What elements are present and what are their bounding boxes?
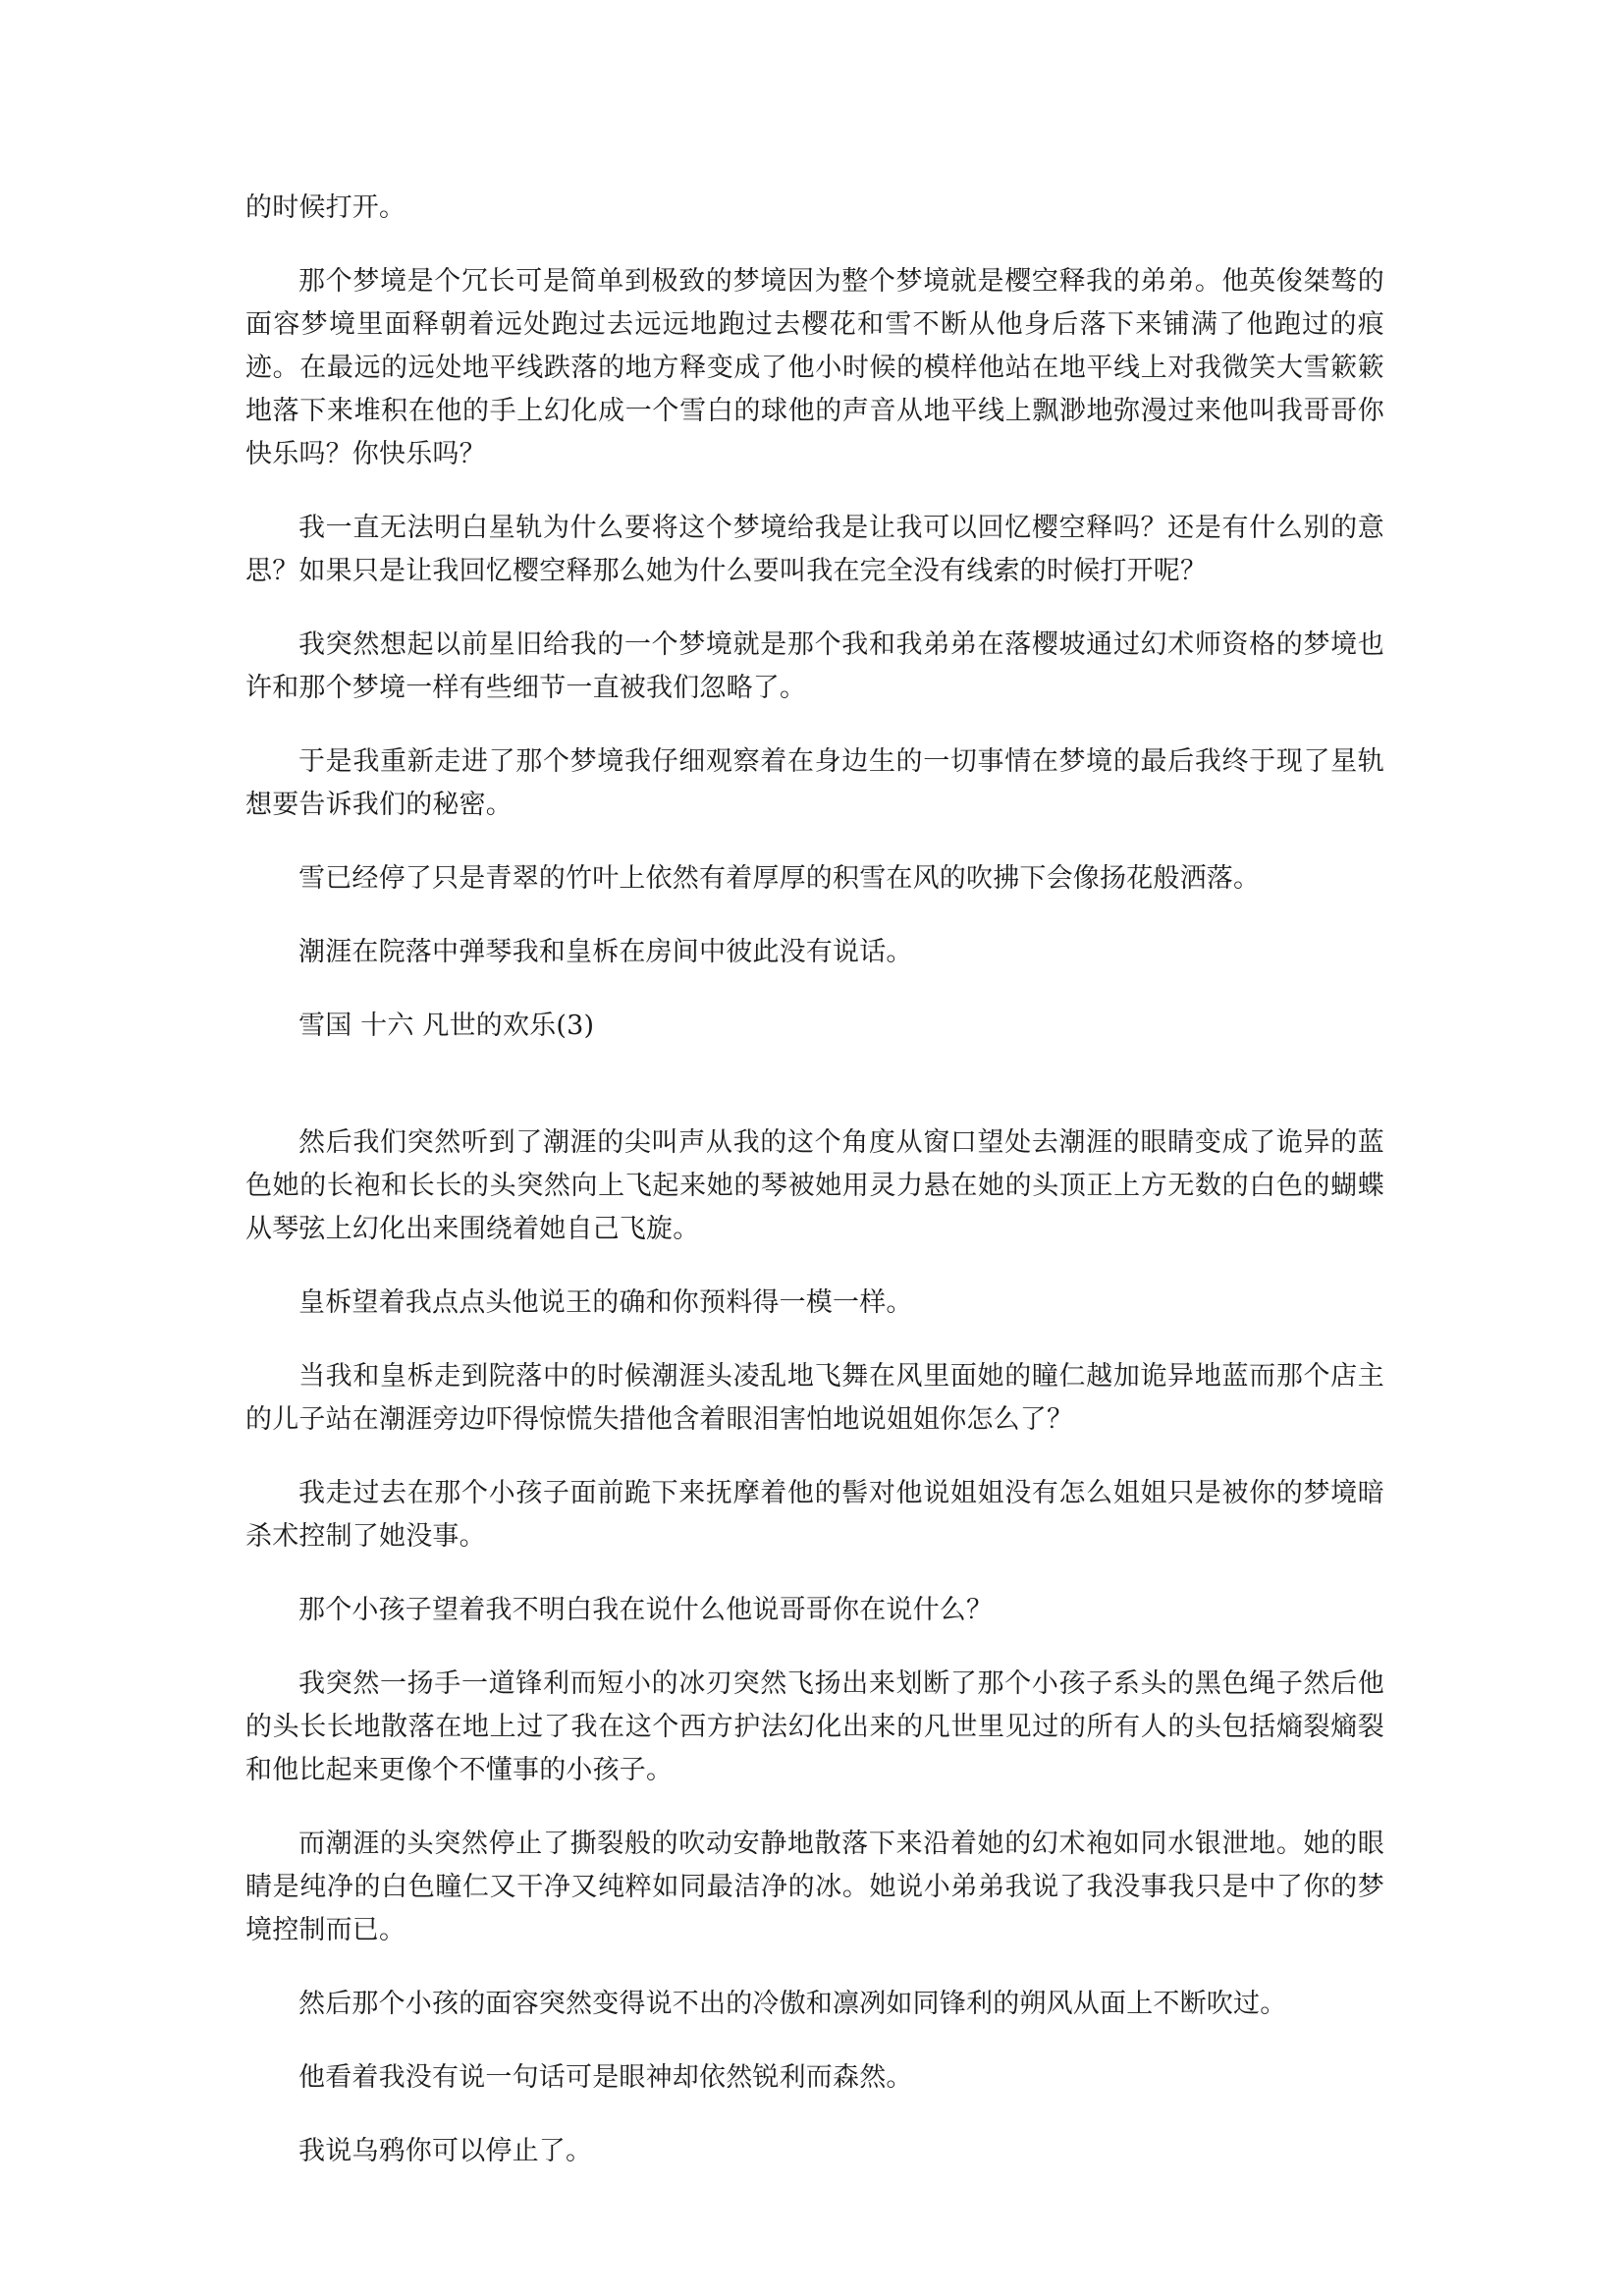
- paragraph: 皇柝望着我点点头他说王的确和你预料得一模一样。: [298, 1287, 913, 1318]
- paragraph: 那个小孩子望着我不明白我在说什么他说哥哥你在说什么？: [298, 1595, 994, 1625]
- paragraph: 我走过去在那个小孩子面前跪下来抚摩着他的髻对他说姐姐没有怎么姐姐只是被你的梦境暗杀术控制了她没事。: [245, 1478, 1384, 1552]
- paragraph: 我突然一扬手一道锋利而短小的冰刃突然飞扬出来划断了那个小孩子系头的黑色绳子然后他的头长长地散落在地上过了我在这个西方护法幻化出来的凡世里见过的所有人的头包括熵裂熵裂和他比起来更像个不懂事的小孩子。: [245, 1668, 1384, 1785]
- paragraph: 那个梦境是个冗长可是简单到极致的梦境因为整个梦境就是樱空释我的弟弟。他英俊桀骜的面容梦境里面释朝着远处跑过去远远地跑过去樱花和雪不断从他身后落下来铺满了他跑过的痕迹。在最远的远处地平线跌落的地方释变成了他小时候的模样他站在地平线上对我微笑大雪簌簌地落下来堆积在他的手上幻化成一个雪白的球他的声音从地平线上飘渺地弥漫过来他叫我哥哥你快乐吗？你快乐吗？: [245, 266, 1384, 469]
- paragraph: 然后我们突然听到了潮涯的尖叫声从我的这个角度从窗口望处去潮涯的眼睛变成了诡异的蓝色她的长袍和长长的头突然向上飞起来她的琴被她用灵力悬在她的头顶正上方无数的白色的蝴蝶从琴弦上幻化出来围绕着她自己飞旋。: [245, 1127, 1384, 1244]
- paragraph: 当我和皇柝走到院落中的时候潮涯头凌乱地飞舞在风里面她的瞳仁越加诡异地蓝而那个店主的儿子站在潮涯旁边吓得惊慌失措他含着眼泪害怕地说姐姐你怎么了？: [245, 1361, 1384, 1435]
- paragraph: 雪已经停了只是青翠的竹叶上依然有着厚厚的积雪在风的吹拂下会像扬花般洒落。: [298, 863, 1261, 894]
- paragraph: 然后那个小孩的面容突然变得说不出的冷傲和凛冽如同锋利的朔风从面上不断吹过。: [298, 1989, 1287, 2019]
- paragraph: 于是我重新走进了那个梦境我仔细观察着在身边生的一切事情在梦境的最后我终于现了星轨想要告诉我们的秘密。: [245, 746, 1384, 820]
- paragraph: 我一直无法明白星轨为什么要将这个梦境给我是让我可以回忆樱空释吗？还是有什么别的意思？如果只是让我回忆樱空释那么她为什么要叫我在完全没有线索的时候打开呢？: [245, 513, 1384, 586]
- document-body: [245, 187, 1384, 2204]
- paragraph: 潮涯在院落中弹琴我和皇柝在房间中彼此没有说话。: [298, 937, 913, 967]
- chapter-heading: 雪国 十六 凡世的欢乐(3): [298, 1011, 595, 1041]
- paragraph: 我说乌鸦你可以停止了。: [298, 2136, 593, 2166]
- paragraph-continuation: 的时候打开。: [245, 192, 406, 223]
- paragraph: 他看着我没有说一句话可是眼神却依然锐利而森然。: [298, 2062, 913, 2093]
- paragraph: 而潮涯的头突然停止了撕裂般的吹动安静地散落下来沿着她的幻术袍如同水银泄地。她的眼睛是纯净的白色瞳仁又干净又纯粹如同最洁净的冰。她说小弟弟我说了我没事我只是中了你的梦境控制而已。: [245, 1829, 1384, 1945]
- paragraph: 我突然想起以前星旧给我的一个梦境就是那个我和我弟弟在落樱坡通过幻术师资格的梦境也许和那个梦境一样有些细节一直被我们忽略了。: [245, 629, 1384, 703]
